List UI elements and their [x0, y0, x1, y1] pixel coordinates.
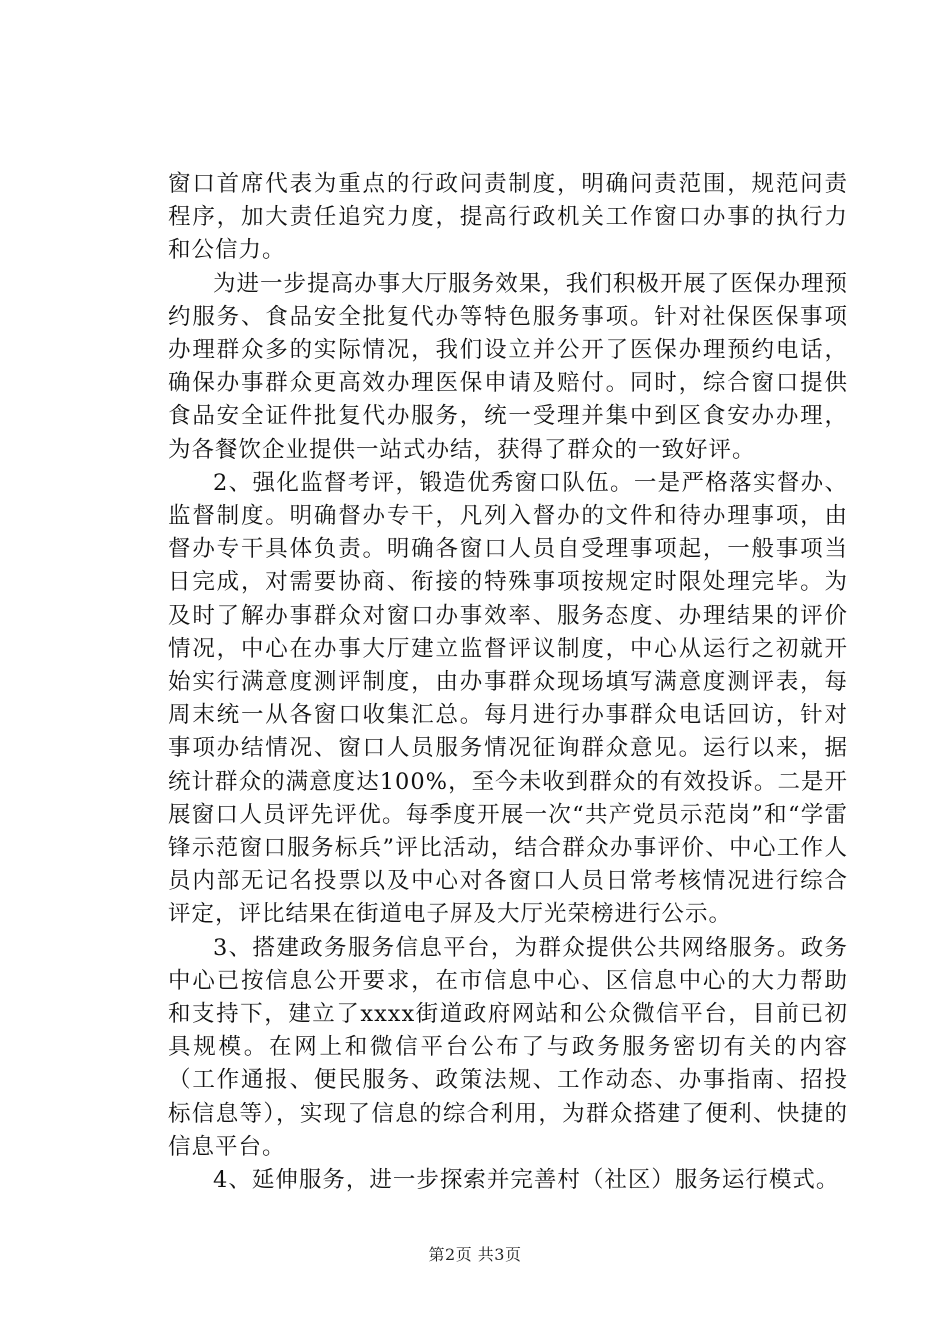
paragraph-supervision: 2、强化监督考评，锻造优秀窗口队伍。一是严格落实督办、监督制度。明确督办专干，凡列入督办的文件和待办理事项，由督办专干具体负责。明确各窗口人员自受理事项起，一般事项当日完成，对需要协商、衔接的特殊事项按规定时限处理完毕。为及时了解办事群众对窗口办事效率、服务态度、办理结果的评价情况，中心在办事大厅建立监督评议制度，中心从运行之初就开始实行满意度测评制度，由办事群众现场填写满意度测评表，每周末统一从各窗口收集汇总。每月进行办事群众电话回访，针对事项办结情况、窗口人员服务情况征询群众意见。运行以来，据统计群众的满意度达100%，至今未收到群众的有效投诉。二是开展窗口人员评先评优。每季度开展一次“共产党员示范岗”和“学雷锋示范窗口服务标兵”评比活动，结合群众办事评价、中心工作人员内部无记名投票以及中心对各窗口人员日常考核情况进行综合评定，评比结果在街道电子屏及大厅光荣榜进行公示。: [168, 469, 848, 928]
paragraph-continuation: 窗口首席代表为重点的行政问责制度，明确问责范围，规范问责程序，加大责任追究力度，提高行政机关工作窗口办事的执行力和公信力。: [168, 171, 848, 264]
paragraph-extended-service: 4、延伸服务，进一步探索并完善村（社区）服务运行模式。: [213, 1167, 840, 1194]
page-number-footer: 第2页 共3页: [428, 1245, 522, 1264]
paragraph-special-services: 为进一步提高办事大厅服务效果，我们积极开展了医保办理预约服务、食品安全批复代办等特色服务事项。针对社保医保事项办理群众多的实际情况，我们设立并公开了医保办理预约电话，确保办事群众更高效办理医保申请及赔付。同时，综合窗口提供食品安全证件批复代办服务，统一受理并集中到区食安办办理，为各餐饮企业提供一站式办结，获得了群众的一致好评。: [168, 270, 848, 463]
paragraph-info-platform: 3、搭建政务服务信息平台，为群众提供公共网络服务。政务中心已按信息公开要求，在市信息中心、区信息中心的大力帮助和支持下，建立了xxxx街道政府网站和公众微信平台，目前已初具规模。在网上和微信平台公布了与政务服务密切有关的内容（工作通报、便民服务、政策法规、工作动态、办事指南、招投标信息等），实现了信息的综合利用，为群众搭建了便利、快捷的信息平台。: [168, 934, 848, 1160]
document-body: [168, 168, 848, 1197]
